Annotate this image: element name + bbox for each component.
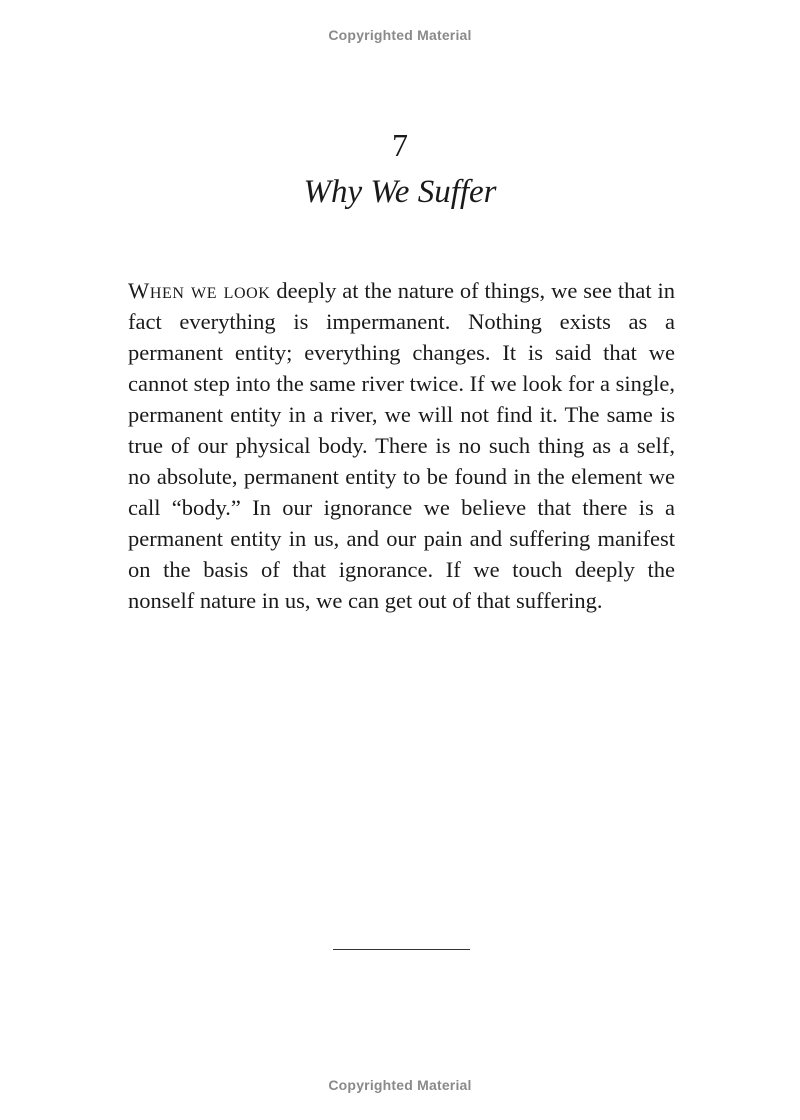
paragraph-lead-in: When we look (128, 278, 271, 303)
copyright-watermark-top: Copyrighted Material (328, 27, 472, 43)
body-paragraph (128, 275, 675, 616)
copyright-watermark-bottom: Copyrighted Material (328, 1077, 472, 1093)
section-divider-rule (333, 949, 470, 950)
paragraph-text: deeply at the nature of things, we see that in fact everything is impermanent. Nothing exists as a permanent entity; everything changes. It is said that we cannot step into the same river twice. If we look for a single, permanent entity in a river, we will not find it. The same is true of our physical body. There is no such thing as a self, no absolute, permanent entity to be found in the element we call “body.” In our ignorance we believe that there is a permanent entity in us, and our pain and suffering manifest on the basis of that ignorance. If we touch deeply the nonself nature in us, we can get out of that suffering. (128, 278, 676, 613)
chapter-number: 7 (392, 127, 408, 163)
chapter-title: Why We Suffer (303, 174, 497, 210)
